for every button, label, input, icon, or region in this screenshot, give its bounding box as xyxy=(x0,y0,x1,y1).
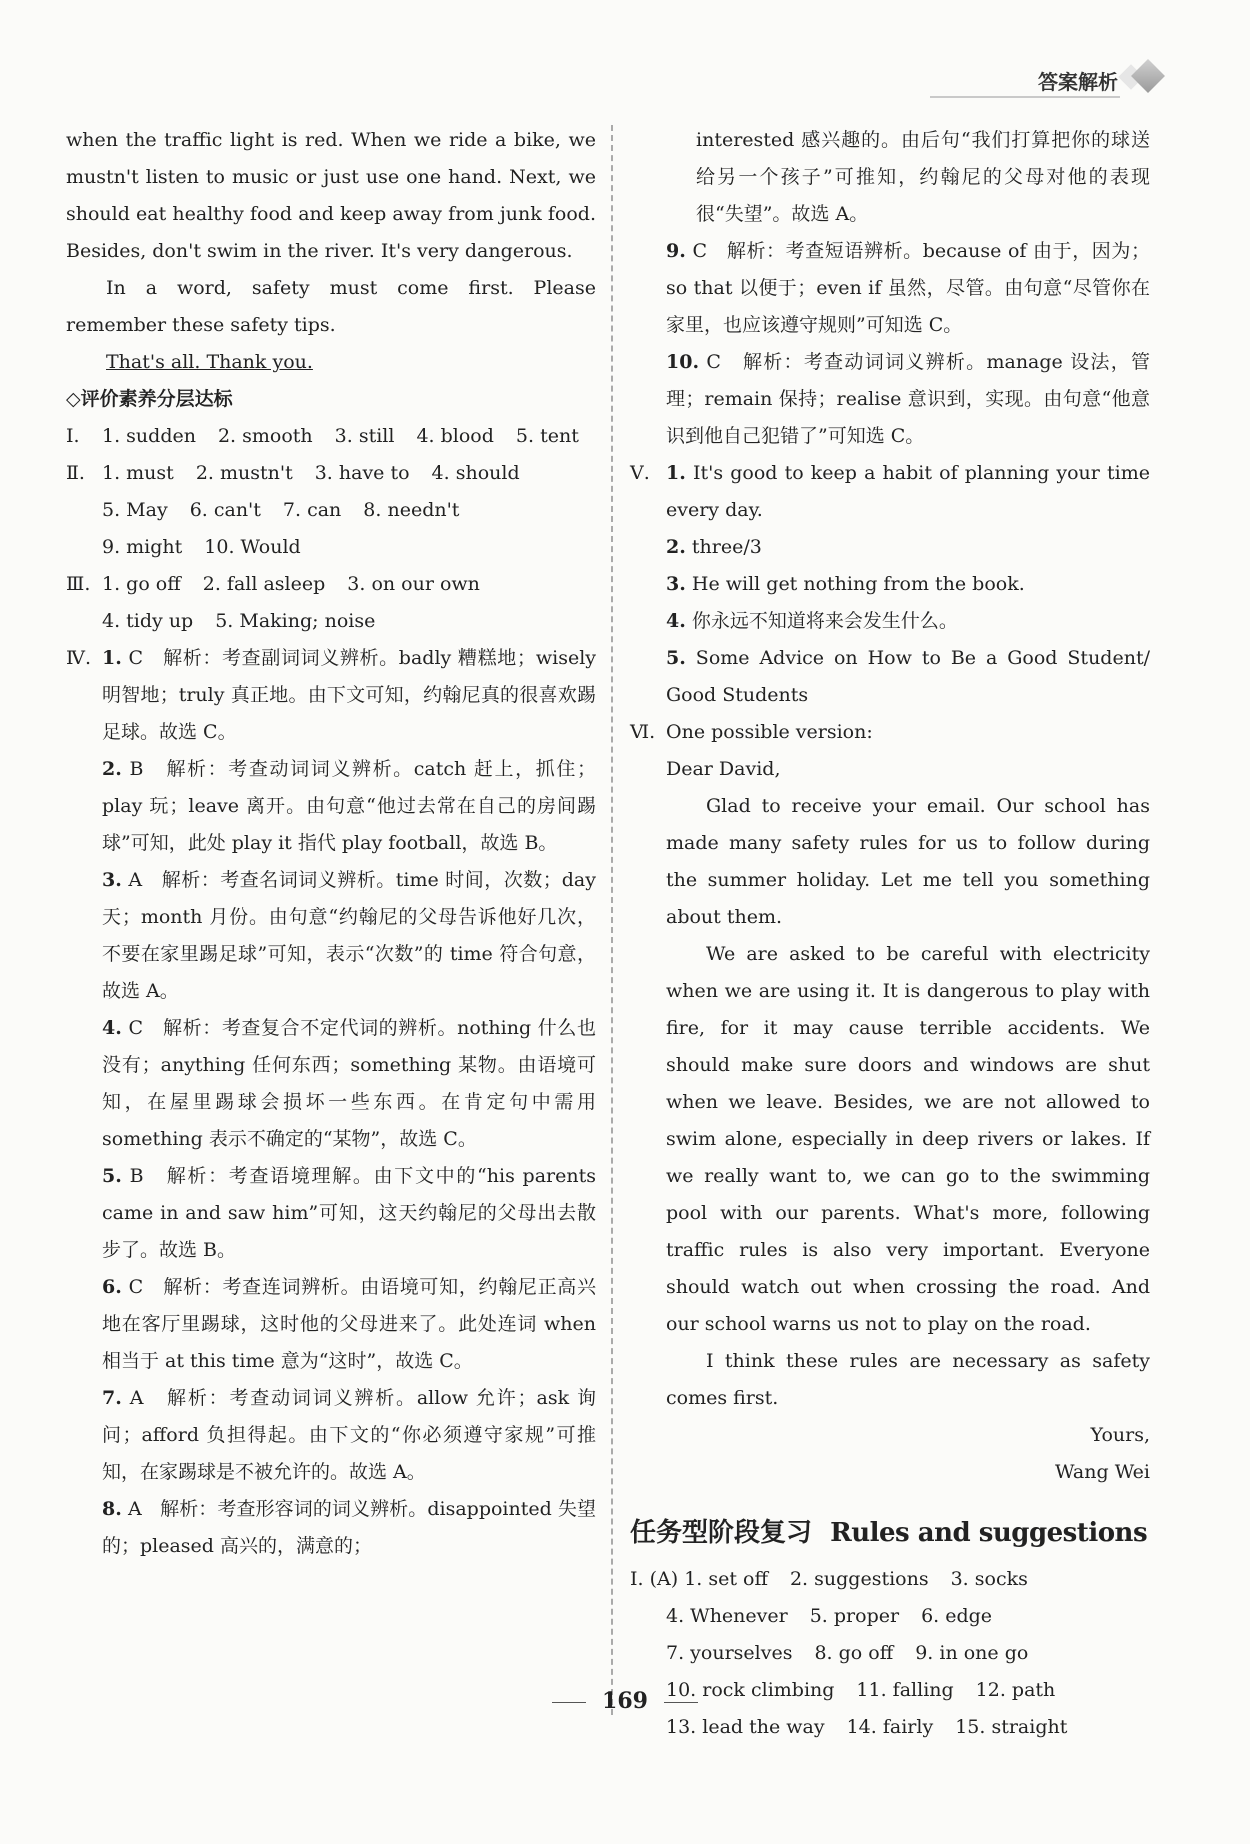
answer-item: 7. can xyxy=(282,499,342,521)
item-8-continued: interested 感兴趣的。由后句“我们打算把你的球送给另一个孩子”可推知，约翰尼的父母对他的表现很“失望”。故选 A。 xyxy=(696,129,1150,225)
answer-item: 15. straight xyxy=(955,1716,1068,1738)
header-diamond-icon xyxy=(1131,59,1165,93)
answer-item: 5. May xyxy=(102,499,168,521)
roman-numeral: Ⅲ. xyxy=(66,573,91,595)
letter-paragraph: I think these rules are necessary as safety comes first. xyxy=(666,1350,1150,1409)
letter-signature: Wang Wei xyxy=(1055,1461,1150,1483)
letter-paragraph: Glad to receive your email. Our school has made many safety rules for us to follow during the summer holiday. Let me tell you something about them. xyxy=(666,795,1150,928)
section-3-line-1 xyxy=(66,566,596,603)
answer-item: 8. needn't xyxy=(363,499,460,521)
roman-numeral: Ⅱ. xyxy=(66,462,85,484)
item-answer: C xyxy=(128,1276,144,1298)
item-explanation: 解析：考查名词词义辨析。time 时间，次数；day 天；month 月份。由句意“约翰尼的父母告诉他好几次，不要在家里踢足球”可知，表示“次数”的 time 符合句意，故选 A。 xyxy=(102,869,596,1002)
item-explanation: 解析：考查动词词义辨析。allow 允许；ask 询问；afford 负担得起。由下文的“你必须遵守家规”可推知，在家踢球是不被允许的。故选 A。 xyxy=(102,1387,596,1483)
item-text: three/3 xyxy=(691,536,762,558)
item-text: It's good to keep a habit of planning your time every day. xyxy=(666,462,1150,521)
page-header xyxy=(930,50,1180,98)
item-answer: A xyxy=(129,1387,144,1409)
section-5 xyxy=(630,455,1150,714)
item-explanation: 解析：考查复合不定代词的辨析。nothing 什么也没有；anything 任何东西；something 某物。由语境可知，在屋里踢球会损坏一些东西。在肯定句中需用 something 表示不确定的“某物”，故选 C。 xyxy=(102,1017,596,1150)
item-number: 2. xyxy=(102,758,122,780)
item-number: 4. xyxy=(666,610,686,632)
item-text: He will get nothing from the book. xyxy=(691,573,1025,595)
answer-item: 3. still xyxy=(334,425,395,447)
roman-numeral: Ⅰ. xyxy=(66,425,80,447)
section-4-item xyxy=(630,233,1150,344)
review-line-3 xyxy=(630,1635,1150,1672)
answer-item: 6. can't xyxy=(189,499,261,521)
item-number: 1. xyxy=(666,462,686,484)
item-number: 1. xyxy=(102,647,122,669)
roman-numeral: Ⅴ. xyxy=(630,462,650,484)
item-answer: C xyxy=(128,1017,144,1039)
right-column xyxy=(630,122,1150,1746)
item-answer: A xyxy=(128,869,143,891)
item-number: 7. xyxy=(102,1387,122,1409)
letter-paragraph: We are asked to be careful with electricity when we are using it. It is dangerous to play with fire, for it may cause terrible accidents. We should make sure doors and windows are shut when we leave. Besides, we are not allowed to swim alone, especially in deep rivers or lakes. If we really want to, we can go to the swimming pool with our parents. What's more, following traffic rules is also very important. Everyone should watch out when crossing the road. And our school warns us not to play on the road. xyxy=(666,943,1150,1335)
item-number: 5. xyxy=(102,1165,122,1187)
item-number: 3. xyxy=(666,573,686,595)
answer-item: 10. rock climbing xyxy=(666,1679,835,1701)
answer-item: 2. fall asleep xyxy=(202,573,326,595)
essay-closing: That's all. Thank you. xyxy=(106,351,313,373)
roman-numeral: Ⅵ. xyxy=(630,721,656,743)
answer-item: 3. on our own xyxy=(347,573,480,595)
section-2-line-3 xyxy=(66,529,596,566)
review-title xyxy=(630,1513,1150,1553)
section-4-item xyxy=(630,344,1150,455)
item-text: Some Advice on How to Be a Good Student/ Good Students xyxy=(666,647,1150,706)
item-answer: C xyxy=(692,240,708,262)
item-text: 你永远不知道将来会发生什么。 xyxy=(691,610,958,632)
answer-item: 5. proper xyxy=(809,1605,900,1627)
answer-item: 1. go off xyxy=(102,573,181,595)
review-line-2 xyxy=(630,1598,1150,1635)
answer-item: 4. tidy up xyxy=(102,610,194,632)
section-5-item xyxy=(630,640,1150,714)
answer-item: 8. go off xyxy=(814,1642,894,1664)
item-number: 6. xyxy=(102,1276,122,1298)
item-number: 10. xyxy=(666,351,700,373)
answer-item: 13. lead the way xyxy=(666,1716,825,1738)
section-5-item xyxy=(630,603,1150,640)
item-answer: B xyxy=(129,758,144,780)
review-line-1 xyxy=(630,1561,1150,1598)
item-number: 8. xyxy=(102,1498,122,1520)
answer-item: 9. in one go xyxy=(915,1642,1029,1664)
item-explanation: 解析：考查语境理解。由下文中的“his parents came in and saw him”可知，这天约翰尼的父母出去散步了。故选 B。 xyxy=(102,1165,596,1261)
column-divider xyxy=(611,125,613,1715)
page-number xyxy=(0,1688,1250,1714)
answer-item: 4. Whenever xyxy=(666,1605,788,1627)
section-title: ◇评价素养分层达标 xyxy=(66,388,233,410)
answer-item: 3. socks xyxy=(950,1568,1028,1590)
page-number-dash xyxy=(664,1702,698,1703)
item-answer: B xyxy=(129,1165,144,1187)
answer-item: 5. tent xyxy=(515,425,579,447)
essay-paragraph-2: In a word, safety must come first. Please remember these safety tips. xyxy=(66,277,596,336)
item-number: 2. xyxy=(666,536,686,558)
section-5-item xyxy=(630,529,1150,566)
item-explanation: 解析：考查连词辨析。由语境可知，约翰尼正高兴地在客厅里踢球，这时他的父母进来了。此处连词 when 相当于 at this time 意为“这时”，故选 C。 xyxy=(102,1276,596,1372)
answer-item: 10. Would xyxy=(204,536,301,558)
answer-item: 14. fairly xyxy=(846,1716,934,1738)
answer-item: 4. blood xyxy=(416,425,494,447)
item-number: 3. xyxy=(102,869,122,891)
item-answer: C xyxy=(128,647,144,669)
answer-item: 6. edge xyxy=(921,1605,993,1627)
section-4-item xyxy=(66,1380,596,1491)
section-6-intro xyxy=(630,714,1150,751)
roman-numeral: Ⅳ. xyxy=(66,647,92,669)
answer-item: 1. set off xyxy=(684,1568,768,1590)
item-answer: C xyxy=(706,351,721,373)
answer-item: 4. should xyxy=(431,462,520,484)
answer-item: 12. path xyxy=(975,1679,1056,1701)
section-4-item xyxy=(66,1158,596,1269)
section-4-item xyxy=(66,640,596,751)
item-number: 4. xyxy=(102,1017,122,1039)
review-line-5 xyxy=(630,1709,1150,1746)
item-explanation: 解析：考查动词词义辨析。manage 设法，管理；remain 保持；realise 意识到，实现。由句意“他意识到他自己犯错了”可知选 C。 xyxy=(666,351,1150,447)
letter-closing: Yours, xyxy=(1090,1424,1150,1446)
item-number: 9. xyxy=(666,240,686,262)
header-rule xyxy=(930,96,1120,98)
item-explanation: 解析：考查动词词义辨析。catch 赶上，抓住；play 玩；leave 离开。由句意“他过去常在自己的房间踢球”可知，此处 play it 指代 play football，故选 B。 xyxy=(102,758,596,854)
item-explanation: 解析：考查形容词的词义辨析。disappointed 失望的；pleased 高兴的，满意的； xyxy=(102,1498,596,1557)
section-1 xyxy=(66,418,596,455)
answer-item: 7. yourselves xyxy=(666,1642,793,1664)
letter-greeting: Dear David, xyxy=(666,758,781,780)
answer-item: 2. mustn't xyxy=(195,462,293,484)
page-number-text: 169 xyxy=(602,1688,648,1714)
review-lead: Ⅰ. (A) xyxy=(630,1568,679,1590)
essay-paragraph-1: when the traffic light is red. When we ride a bike, we mustn't listen to music or just use one hand. Next, we should eat healthy food and keep away from junk food. Besides, don't swim in the river. It's very dangerous. xyxy=(66,129,596,262)
section-4-item xyxy=(66,1269,596,1380)
section-3-line-2 xyxy=(66,603,596,640)
page-number-dash xyxy=(552,1702,586,1703)
review-title-cn: 任务型阶段复习 xyxy=(630,1518,813,1548)
review-title-en: Rules and suggestions xyxy=(830,1518,1148,1548)
section-2-line-1 xyxy=(66,455,596,492)
section-5-item xyxy=(630,566,1150,603)
item-explanation: 解析：考查短语辨析。because of 由于，因为；so that 以便于；even if 虽然，尽管。由句意“尽管你在家里，也应该遵守规则”可知选 C。 xyxy=(666,240,1150,336)
answer-item: 11. falling xyxy=(856,1679,954,1701)
answer-item: 5. Making; noise xyxy=(215,610,376,632)
left-column xyxy=(66,122,596,1565)
header-title: 答案解析 xyxy=(1038,70,1118,94)
item-number: 5. xyxy=(666,647,686,669)
answer-item: 2. smooth xyxy=(217,425,313,447)
section-4-item xyxy=(66,862,596,1010)
section-5-item xyxy=(630,455,1150,529)
section-4-item xyxy=(66,1491,596,1565)
section-2-line-2 xyxy=(66,492,596,529)
section-4-item xyxy=(66,1010,596,1158)
answer-item: 3. have to xyxy=(314,462,410,484)
item-explanation: 解析：考查副词词义辨析。badly 糟糕地；wisely 明智地；truly 真正地。由下文可知，约翰尼真的很喜欢踢足球。故选 C。 xyxy=(102,647,596,743)
answer-item: 1. sudden xyxy=(102,425,196,447)
answer-item: 9. might xyxy=(102,536,183,558)
answer-item: 1. must xyxy=(102,462,174,484)
section-4 xyxy=(66,640,596,1565)
section-4-item xyxy=(66,751,596,862)
intro-text: One possible version: xyxy=(666,721,873,743)
section-6 xyxy=(630,714,1150,1491)
item-answer: A xyxy=(127,1498,142,1520)
answer-item: 2. suggestions xyxy=(789,1568,929,1590)
